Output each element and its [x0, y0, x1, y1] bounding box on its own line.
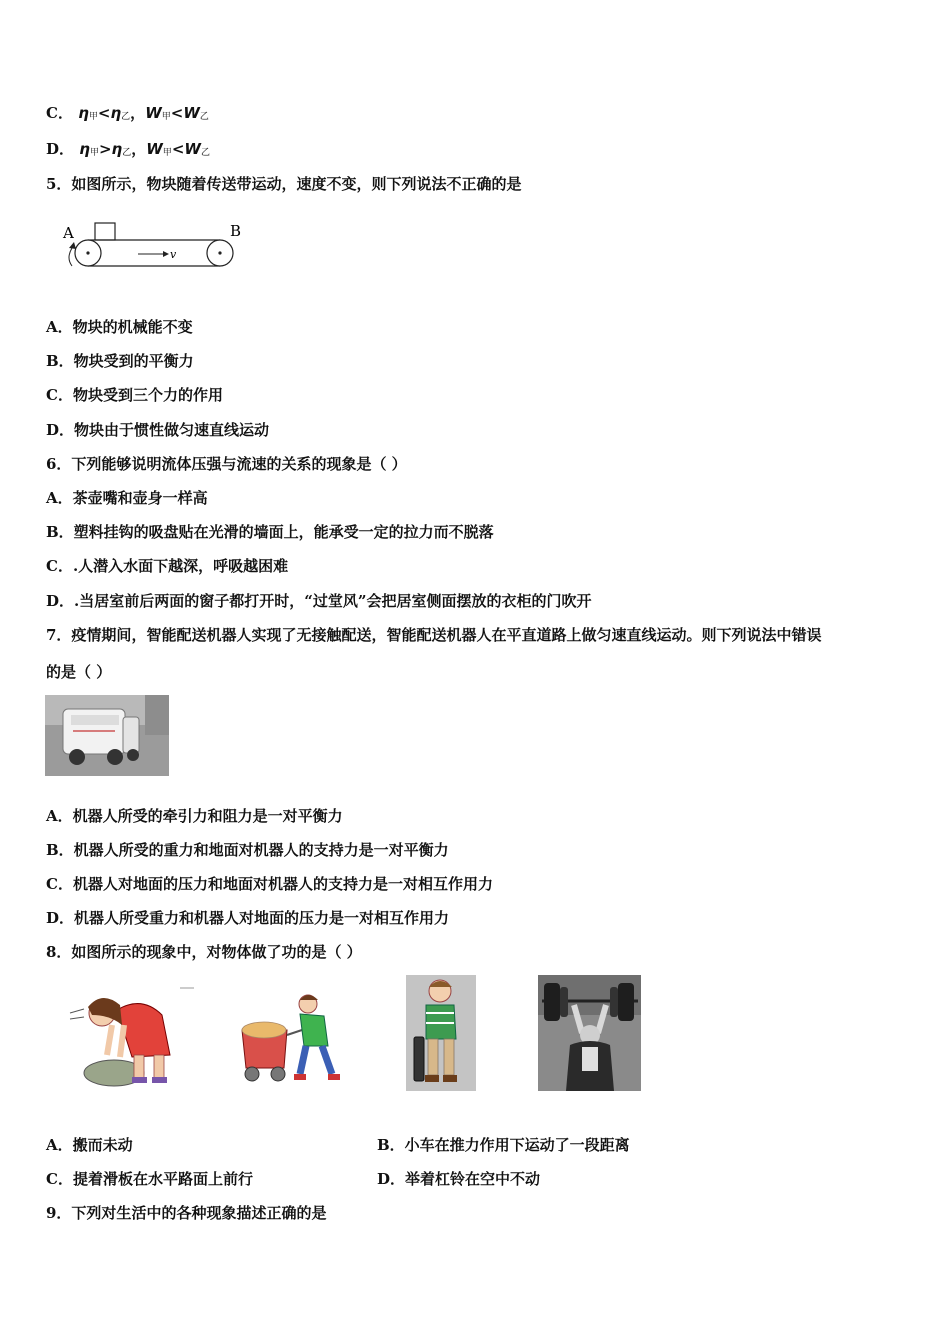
subscript: 甲 [161, 112, 171, 122]
relation: < [171, 140, 185, 158]
work-symbol: W [183, 104, 200, 122]
q7-option-a: A．机器人所受的牵引力和阻力是一对平衡力 [46, 807, 343, 825]
q6-option-b: B．塑料挂钩的吸盘贴在光滑的墙面上，能承受一定的拉力而不脱落 [46, 523, 494, 541]
work-symbol: W [146, 140, 163, 158]
eta-symbol: η [79, 140, 90, 158]
q7-option-d: D．机器人所受重力和机器人对地面的压力是一对相互作用力 [46, 909, 450, 927]
rotation-arrow [69, 248, 72, 266]
option-label: C． [46, 104, 73, 122]
subscript: 乙 [199, 112, 209, 122]
q6-stem: 6．下列能够说明流体压强与流速的关系的现象是（ ） [46, 455, 407, 473]
q5-option-c: C．物块受到三个力的作用 [46, 386, 223, 404]
q7-stem-line2: 的是（ ） [46, 663, 112, 681]
q6-option-a: A．茶壶嘴和壶身一样高 [46, 489, 208, 507]
rotation-arrowhead [69, 242, 76, 249]
velocity-arrowhead [163, 251, 169, 257]
eta-symbol: η [111, 140, 123, 158]
q5-option-a: A．物块的机械能不变 [46, 318, 193, 336]
conveyor-label-b: B [230, 222, 242, 240]
q8-option-c: C．提着滑板在水平路面上前行 [46, 1170, 253, 1188]
q8-option-b: B．小车在推力作用下运动了一段距离 [377, 1136, 630, 1154]
q5-option-b: B．物块受到的平衡力 [46, 352, 194, 370]
q5-option-d: D．物块由于惯性做匀速直线运动 [46, 421, 270, 439]
work-symbol: W [184, 140, 201, 158]
q8-option-d: D．举着杠铃在空中不动 [377, 1170, 541, 1188]
velocity-label: v [170, 248, 177, 261]
eta-symbol: η [110, 104, 122, 122]
separator: ， [131, 140, 147, 158]
option-label: D． [46, 140, 75, 158]
delivery-robot-image [45, 695, 169, 776]
q5-stem: 5．如图所示，物块随着传送带运动，速度不变，则下列说法不正确的是 [46, 175, 522, 193]
relation: > [98, 140, 112, 158]
q8-stem: 8．如图所示的现象中，对物体做了功的是（ ） [46, 943, 362, 961]
conveyor-label-a: A [63, 224, 74, 242]
delivery-robot-photo [45, 695, 169, 776]
conveyor-belt-figure [60, 218, 250, 274]
q8-option-a: A．搬而未动 [46, 1136, 133, 1154]
q7-option-c: C．机器人对地面的压力和地面对机器人的支持力是一对相互作用力 [46, 875, 493, 893]
right-roller-axle [218, 251, 221, 254]
q7-stem-line1: 7．疫情期间，智能配送机器人实现了无接触配送，智能配送机器人在平直道路上做匀速直线运动。则下列说法中错误 [46, 626, 822, 644]
subscript: 甲 [89, 148, 99, 158]
q7-option-b: B．机器人所受的重力和地面对机器人的支持力是一对平衡力 [46, 841, 449, 859]
q6-option-d: D．.当居室前后两面的窗子都打开时，“过堂风”会把居室侧面摆放的衣柜的门吹开 [46, 592, 592, 610]
block [95, 223, 115, 240]
subscript: 乙 [200, 148, 210, 158]
boy-pushing-cart-figure [232, 990, 347, 1085]
work-symbol: W [145, 104, 162, 122]
q9-stem: 9．下列对生活中的各种现象描述正确的是 [46, 1204, 327, 1222]
weightlifter-photo [538, 975, 641, 1091]
boy-carrying-skateboard-figure [406, 975, 476, 1091]
relation: < [97, 104, 111, 122]
q4-option-d [46, 139, 210, 163]
subscript: 乙 [121, 112, 131, 122]
relation: < [170, 104, 184, 122]
q4-option-c [46, 103, 209, 127]
subscript: 甲 [88, 112, 98, 122]
separator: ， [130, 104, 146, 122]
woman-lifting-sack-figure [62, 985, 197, 1090]
eta-symbol: η [78, 104, 89, 122]
q6-option-c: C．.人潜入水面下越深，呼吸越困难 [46, 557, 289, 575]
weightlifter-image [538, 975, 641, 1091]
subscript: 乙 [122, 148, 132, 158]
subscript: 甲 [162, 148, 172, 158]
left-roller-axle [86, 251, 89, 254]
